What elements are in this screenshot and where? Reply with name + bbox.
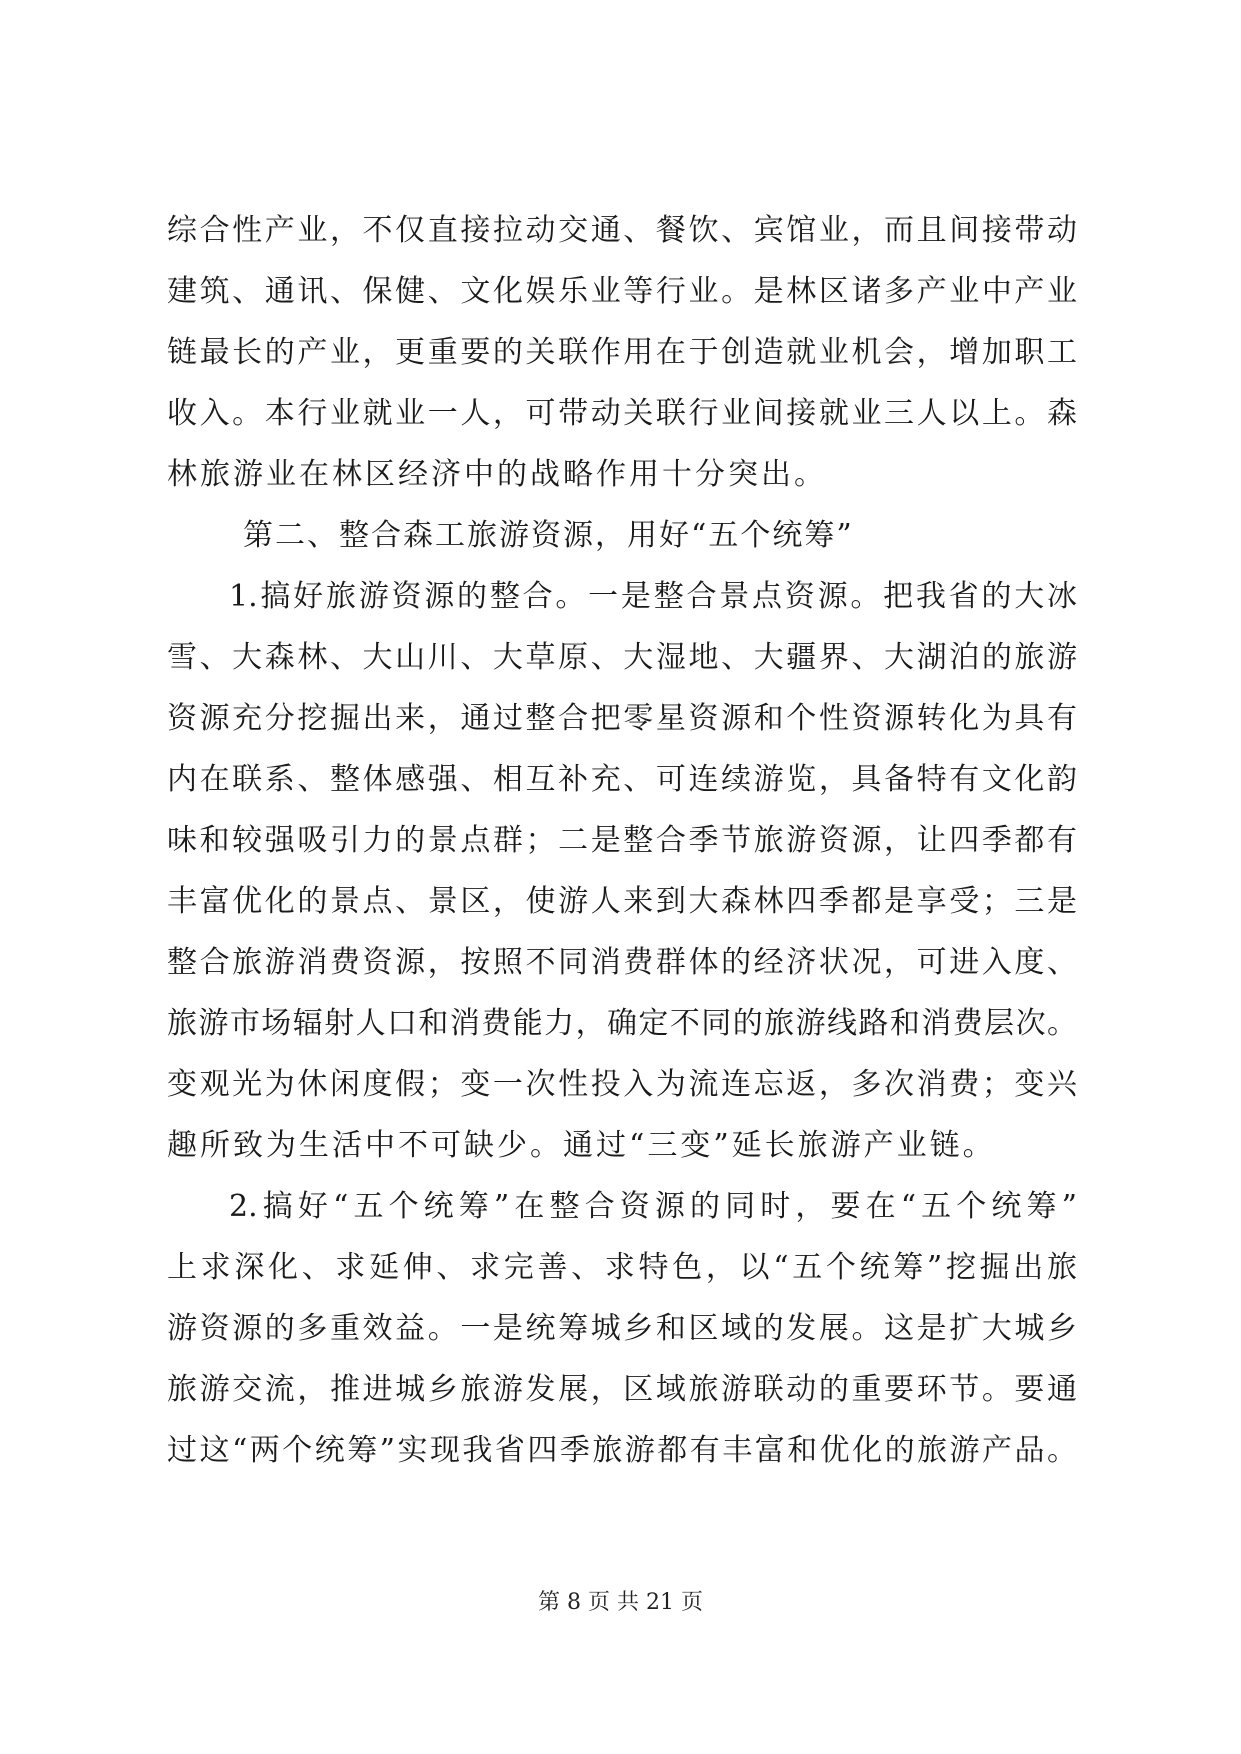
page-number-footer: 第 8 页 共 21 页 [538,1590,703,1615]
paragraph-line: 过这“两个统筹”实现我省四季旅游都有丰富和优化的旅游产品。 [167,1433,1077,1468]
section-heading: 第二、整合森工旅游资源，用好“五个统筹” [243,518,854,553]
paragraph-line: 内在联系、整体感强、相互补充、可连续游览，具备特有文化韵 [167,762,1077,797]
paragraph-line: 建筑、通讯、保健、文化娱乐业等行业。是林区诸多产业中产业 [167,274,1077,309]
paragraph-line: 林旅游业在林区经济中的战略作用十分突出。 [167,457,827,492]
paragraph-line: 2.搞好“五个统筹”在整合资源的同时，要在“五个统筹” [229,1189,1077,1224]
paragraph-line: 旅游交流，推进城乡旅游发展，区域旅游联动的重要环节。要通 [167,1372,1077,1407]
paragraph-line: 雪、大森林、大山川、大草原、大湿地、大疆界、大湖泊的旅游 [167,640,1077,675]
paragraph-line: 游资源的多重效益。一是统筹城乡和区域的发展。这是扩大城乡 [167,1311,1077,1346]
paragraph-line: 整合旅游消费资源，按照不同消费群体的经济状况，可进入度、 [167,945,1077,980]
paragraph-line: 趣所致为生活中不可缺少。通过“三变”延长旅游产业链。 [167,1128,996,1163]
paragraph-line: 旅游市场辐射人口和消费能力，确定不同的旅游线路和消费层次。 [167,1006,1077,1041]
paragraph-line: 收入。本行业就业一人，可带动关联行业间接就业三人以上。森 [167,396,1077,431]
paragraph-line: 资源充分挖掘出来，通过整合把零星资源和个性资源转化为具有 [167,701,1077,736]
paragraph-line: 综合性产业，不仅直接拉动交通、餐饮、宾馆业，而且间接带动 [167,213,1077,248]
paragraph-line: 丰富优化的景点、景区，使游人来到大森林四季都是享受；三是 [167,884,1077,919]
paragraph-line: 变观光为休闲度假；变一次性投入为流连忘返，多次消费；变兴 [167,1067,1077,1102]
paragraph-line: 链最长的产业，更重要的关联作用在于创造就业机会，增加职工 [167,335,1077,370]
paragraph-line: 1.搞好旅游资源的整合。一是整合景点资源。把我省的大冰 [229,579,1077,614]
paragraph-line: 上求深化、求延伸、求完善、求特色，以“五个统筹”挖掘出旅 [167,1250,1077,1285]
body-text [167,200,1077,1481]
paragraph-line: 味和较强吸引力的景点群；二是整合季节旅游资源，让四季都有 [167,823,1077,858]
